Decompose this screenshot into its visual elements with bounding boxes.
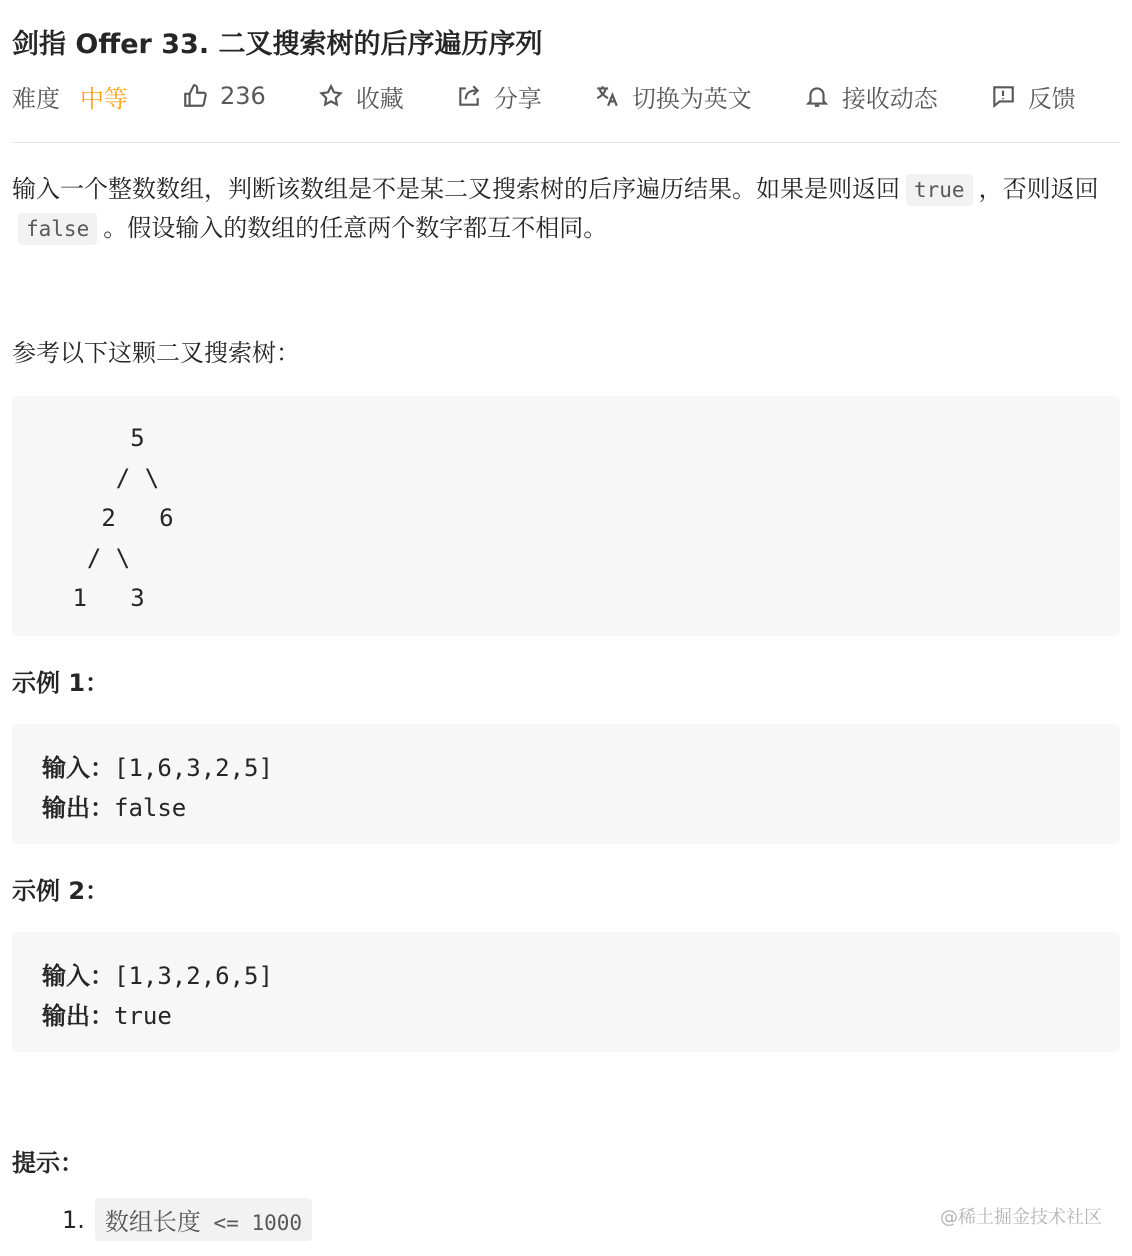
difficulty-badge: 中等 — [80, 84, 128, 113]
tree-line: 1 3 — [58, 584, 145, 612]
watermark: @稀土掘金技术社区 — [940, 1207, 1102, 1228]
tree-line: / \ — [58, 544, 131, 572]
feedback-label: 反馈 — [1027, 84, 1076, 113]
description-text-2: ，否则返回 — [978, 175, 1099, 203]
example-input: [1,3,2,6,5] — [114, 962, 273, 990]
share-icon — [456, 83, 482, 109]
hints-title: 提示： — [12, 1149, 84, 1177]
example-output-line — [42, 996, 1120, 1036]
share-button[interactable] — [456, 79, 542, 114]
switch-language-label: 切换为英文 — [631, 84, 752, 113]
divider — [12, 142, 1120, 143]
example-output: false — [114, 794, 187, 822]
reference-lead: 参考以下这颗二叉搜索树： — [12, 339, 300, 367]
tree-line: / \ — [58, 464, 160, 492]
tree-code-block — [12, 396, 1120, 636]
favorite-label: 收藏 — [355, 84, 404, 113]
share-label: 分享 — [493, 84, 542, 113]
star-icon — [318, 83, 344, 109]
difficulty-label: 难度 — [12, 84, 60, 113]
input-label: 输入： — [42, 754, 114, 782]
problem-description — [12, 170, 1120, 248]
hint-constraint — [95, 1198, 312, 1241]
example-input-line — [42, 956, 1120, 996]
problem-toolbar — [12, 76, 1120, 116]
tree-line: 5 — [58, 424, 145, 452]
like-count: 236 — [220, 82, 266, 110]
hints-list — [62, 1198, 312, 1241]
inline-code-true: true — [906, 174, 973, 206]
thumbs-up-icon — [182, 83, 208, 109]
input-label: 输入： — [42, 962, 114, 990]
example-2-title: 示例 2： — [12, 877, 110, 905]
bell-icon — [804, 83, 830, 109]
output-label: 输出： — [42, 794, 114, 822]
example-input: [1,6,3,2,5] — [114, 754, 273, 782]
switch-language-button[interactable] — [594, 79, 752, 114]
like-button[interactable] — [182, 82, 266, 110]
description-text-1: 输入一个整数数组，判断该数组是不是某二叉搜索树的后序遍历结果。如果是则返回 — [12, 175, 900, 203]
output-label: 输出： — [42, 1002, 114, 1030]
description-text-3: 。假设输入的数组的任意两个数字都互不相同。 — [103, 214, 608, 242]
example-1-block — [12, 724, 1120, 844]
example-1-title: 示例 1： — [12, 669, 110, 697]
subscribe-button[interactable] — [804, 79, 938, 114]
tree-line: 2 6 — [58, 504, 174, 532]
hint-text: 数组长度 — [104, 1208, 201, 1236]
example-2-block — [12, 932, 1120, 1052]
translate-icon — [594, 83, 620, 109]
feedback-icon — [990, 83, 1016, 109]
subscribe-label: 接收动态 — [841, 84, 938, 113]
feedback-button[interactable] — [990, 79, 1076, 114]
hint-number: 1. — [62, 1205, 85, 1234]
inline-code-false: false — [18, 213, 97, 245]
favorite-button[interactable] — [318, 79, 404, 114]
problem-title: 剑指 Offer 33. 二叉搜索树的后序遍历序列 — [12, 29, 543, 60]
example-output: true — [114, 1002, 172, 1030]
example-input-line — [42, 748, 1120, 788]
hint-code: <= 1000 — [200, 1211, 303, 1235]
example-output-line — [42, 788, 1120, 828]
